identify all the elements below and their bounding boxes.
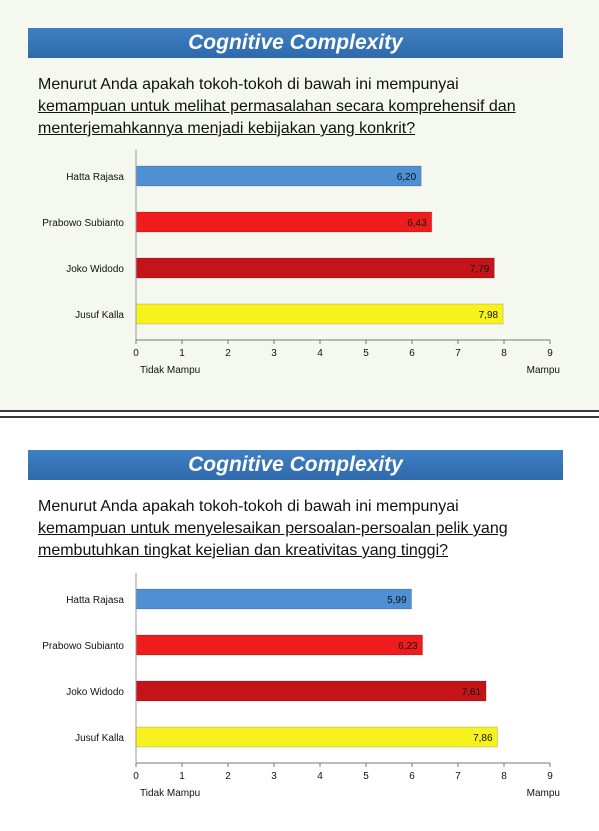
bar-joko-widodo bbox=[136, 681, 486, 701]
x-tick-label: 8 bbox=[501, 771, 507, 782]
data-label: 5,99 bbox=[387, 595, 407, 606]
chart-title: Cognitive Complexity bbox=[28, 28, 563, 58]
category-label: Prabowo Subianto bbox=[42, 218, 124, 229]
bar-jusuf-kalla bbox=[136, 304, 503, 324]
bars bbox=[136, 166, 503, 324]
x-tick-label: 5 bbox=[363, 348, 369, 359]
x-tick-label: 4 bbox=[317, 348, 323, 359]
data-label: 7,98 bbox=[478, 310, 499, 321]
x-tick-label: 3 bbox=[271, 348, 277, 359]
question-line-1: Menurut Anda apakah tokoh-tokoh di bawah ini mempunyai bbox=[38, 76, 459, 93]
bars bbox=[136, 589, 498, 747]
data-label: 7,79 bbox=[469, 264, 490, 275]
category-label: Joko Widodo bbox=[66, 264, 124, 275]
question-line-2: kemampuan untuk melihat permasalahan secara komprehensif dan bbox=[38, 98, 516, 115]
data-label: 6,43 bbox=[407, 218, 427, 229]
x-tick-label: 5 bbox=[363, 771, 369, 782]
x-axis-label-left: Tidak Mampu bbox=[140, 788, 201, 799]
x-tick-label: 0 bbox=[133, 348, 139, 359]
question-text bbox=[38, 496, 558, 562]
x-tick-label: 0 bbox=[133, 771, 139, 782]
category-label: Jusuf Kalla bbox=[75, 733, 124, 744]
category-label: Joko Widodo bbox=[66, 687, 124, 698]
bar-jusuf-kalla bbox=[136, 727, 498, 747]
question-line-3: membutuhkan tingkat kejelian dan kreativitas yang tinggi? bbox=[38, 542, 449, 559]
question-line-2: kemampuan untuk menyelesaikan persoalan-persoalan pelik yang bbox=[38, 520, 508, 537]
chart-panel-top bbox=[0, 0, 599, 412]
data-label: 7,61 bbox=[461, 687, 482, 698]
category-label: Hatta Rajasa bbox=[66, 172, 124, 183]
bar-prabowo-subianto bbox=[136, 635, 423, 655]
x-tick-label: 2 bbox=[225, 348, 231, 359]
bar-hatta-rajasa bbox=[136, 166, 421, 186]
bar-chart-top bbox=[0, 150, 599, 400]
question-line-3: menterjemahkannya menjadi kebijakan yang konkrit? bbox=[38, 120, 416, 137]
x-tick-label: 1 bbox=[179, 348, 185, 359]
x-axis-label-left: Tidak Mampu bbox=[140, 365, 201, 376]
x-tick-label: 7 bbox=[455, 771, 461, 782]
bar-prabowo-subianto bbox=[136, 212, 432, 232]
question-text bbox=[38, 74, 558, 140]
x-tick-label: 9 bbox=[547, 771, 553, 782]
bar-joko-widodo bbox=[136, 258, 494, 278]
x-tick-label: 2 bbox=[225, 771, 231, 782]
x-tick-label: 6 bbox=[409, 348, 415, 359]
x-tick-label: 8 bbox=[501, 348, 507, 359]
chart-title: Cognitive Complexity bbox=[28, 450, 563, 480]
bar-hatta-rajasa bbox=[136, 589, 412, 609]
data-label: 6,20 bbox=[396, 172, 417, 183]
x-tick-label: 4 bbox=[317, 771, 323, 782]
x-axis-label-right: Mampu bbox=[526, 788, 560, 799]
question-line-1: Menurut Anda apakah tokoh-tokoh di bawah ini mempunyai bbox=[38, 498, 459, 515]
data-label: 6,23 bbox=[398, 641, 418, 652]
data-label: 7,86 bbox=[473, 733, 493, 744]
x-tick-label: 1 bbox=[179, 771, 185, 782]
x-tick-label: 6 bbox=[409, 771, 415, 782]
category-label: Hatta Rajasa bbox=[66, 595, 124, 606]
bar-chart-bottom bbox=[0, 573, 599, 823]
x-axis-label-right: Mampu bbox=[526, 365, 560, 376]
x-tick-label: 3 bbox=[271, 771, 277, 782]
x-tick-label: 7 bbox=[455, 348, 461, 359]
category-label: Prabowo Subianto bbox=[42, 641, 124, 652]
x-tick-label: 9 bbox=[547, 348, 553, 359]
category-label: Jusuf Kalla bbox=[75, 310, 124, 321]
chart-panel-bottom bbox=[0, 416, 599, 831]
